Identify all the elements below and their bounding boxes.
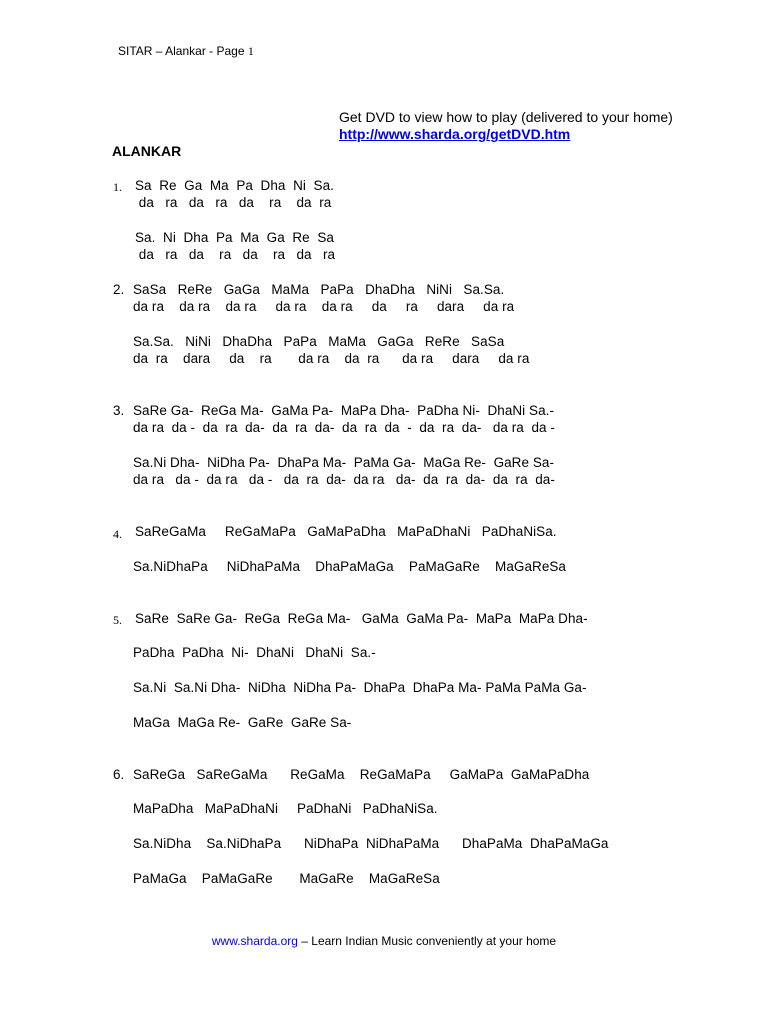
exercise-line: da ra da - da ra da- da ra da- da ra da - da ra da- da ra da - (133, 420, 555, 435)
header-page-number: 1 (247, 44, 254, 58)
exercise-number: 1. (113, 180, 122, 194)
exercise-number: 5. (113, 613, 122, 627)
exercise-line: Sa Re Ga Ma Pa Dha Ni Sa. (135, 178, 334, 193)
exercise-line: Sa.Ni Dha- NiDha Pa- DhaPa Ma- PaMa Ga- MaGa Re- GaRe Sa- (133, 455, 554, 470)
promo-text: Get DVD to view how to play (delivered to your home) (339, 109, 673, 125)
exercise-line: SaRe SaRe Ga- ReGa ReGa Ma- GaMa GaMa Pa- MaPa MaPa Dha- (135, 611, 588, 626)
footer-link[interactable]: www.sharda.org (211, 934, 298, 948)
exercise-line: da ra da - da ra da - da ra da- da ra da- da ra da- da ra da- (133, 472, 555, 487)
exercise-line: da ra da ra da ra da ra da ra da ra dara da ra (133, 299, 515, 314)
exercise-line: da ra dara da ra da ra da ra da ra dara da ra (133, 351, 530, 366)
exercise-line: da ra da ra da ra da ra (135, 195, 332, 210)
exercise-line: SaRe Ga- ReGa Ma- GaMa Pa- MaPa Dha- PaDha Ni- DhaNi Sa.- (133, 403, 554, 418)
exercise-line: Sa.NiDhaPa NiDhaPaMa DhaPaMaGa PaMaGaRe MaGaReSa (133, 559, 566, 574)
page-footer (0, 934, 768, 948)
exercise-number: 4. (113, 527, 122, 541)
exercise-line: PaDha PaDha Ni- DhaNi DhaNi Sa.- (133, 645, 376, 660)
exercise-line: MaPaDha MaPaDhaNi PaDhaNi PaDhaNiSa. (133, 801, 438, 816)
exercise-line: da ra da ra da ra da ra (135, 247, 336, 262)
exercise-line: SaSa ReRe GaGa MaMa PaPa DhaDha NiNi Sa.Sa. (133, 282, 505, 297)
header-text: SITAR – Alankar - Page (118, 44, 248, 58)
exercise-line: SaReGaMa ReGaMaPa GaMaPaDha MaPaDhaNi PaDhaNiSa. (135, 524, 557, 539)
exercise-number: 2. (113, 282, 125, 297)
exercise-number: 3. (113, 403, 125, 418)
exercise-line: PaMaGa PaMaGaRe MaGaRe MaGaReSa (133, 871, 440, 886)
page-header (118, 44, 254, 59)
exercise-line: Sa.NiDha Sa.NiDhaPa NiDhaPa NiDhaPaMa DhaPaMa DhaPaMaGa (133, 836, 609, 851)
exercise-number: 6. (113, 767, 125, 782)
exercise-line: Sa. Ni Dha Pa Ma Ga Re Sa (135, 230, 334, 245)
exercise-line: Sa.Ni Sa.Ni Dha- NiDha NiDha Pa- DhaPa DhaPa Ma- PaMa PaMa Ga- (133, 680, 587, 695)
exercise-line: Sa.Sa. NiNi DhaDha PaPa MaMa GaGa ReRe SaSa (133, 334, 505, 349)
footer-text: – Learn Indian Music conveniently at your home (297, 934, 557, 948)
exercise-line: MaGa MaGa Re- GaRe GaRe Sa- (133, 715, 352, 730)
dvd-link[interactable]: http://www.sharda.org/getDVD.htm (339, 126, 571, 142)
exercise-line: SaReGa SaReGaMa ReGaMa ReGaMaPa GaMaPa GaMaPaDha (133, 767, 590, 782)
page-title: ALANKAR (112, 143, 182, 159)
